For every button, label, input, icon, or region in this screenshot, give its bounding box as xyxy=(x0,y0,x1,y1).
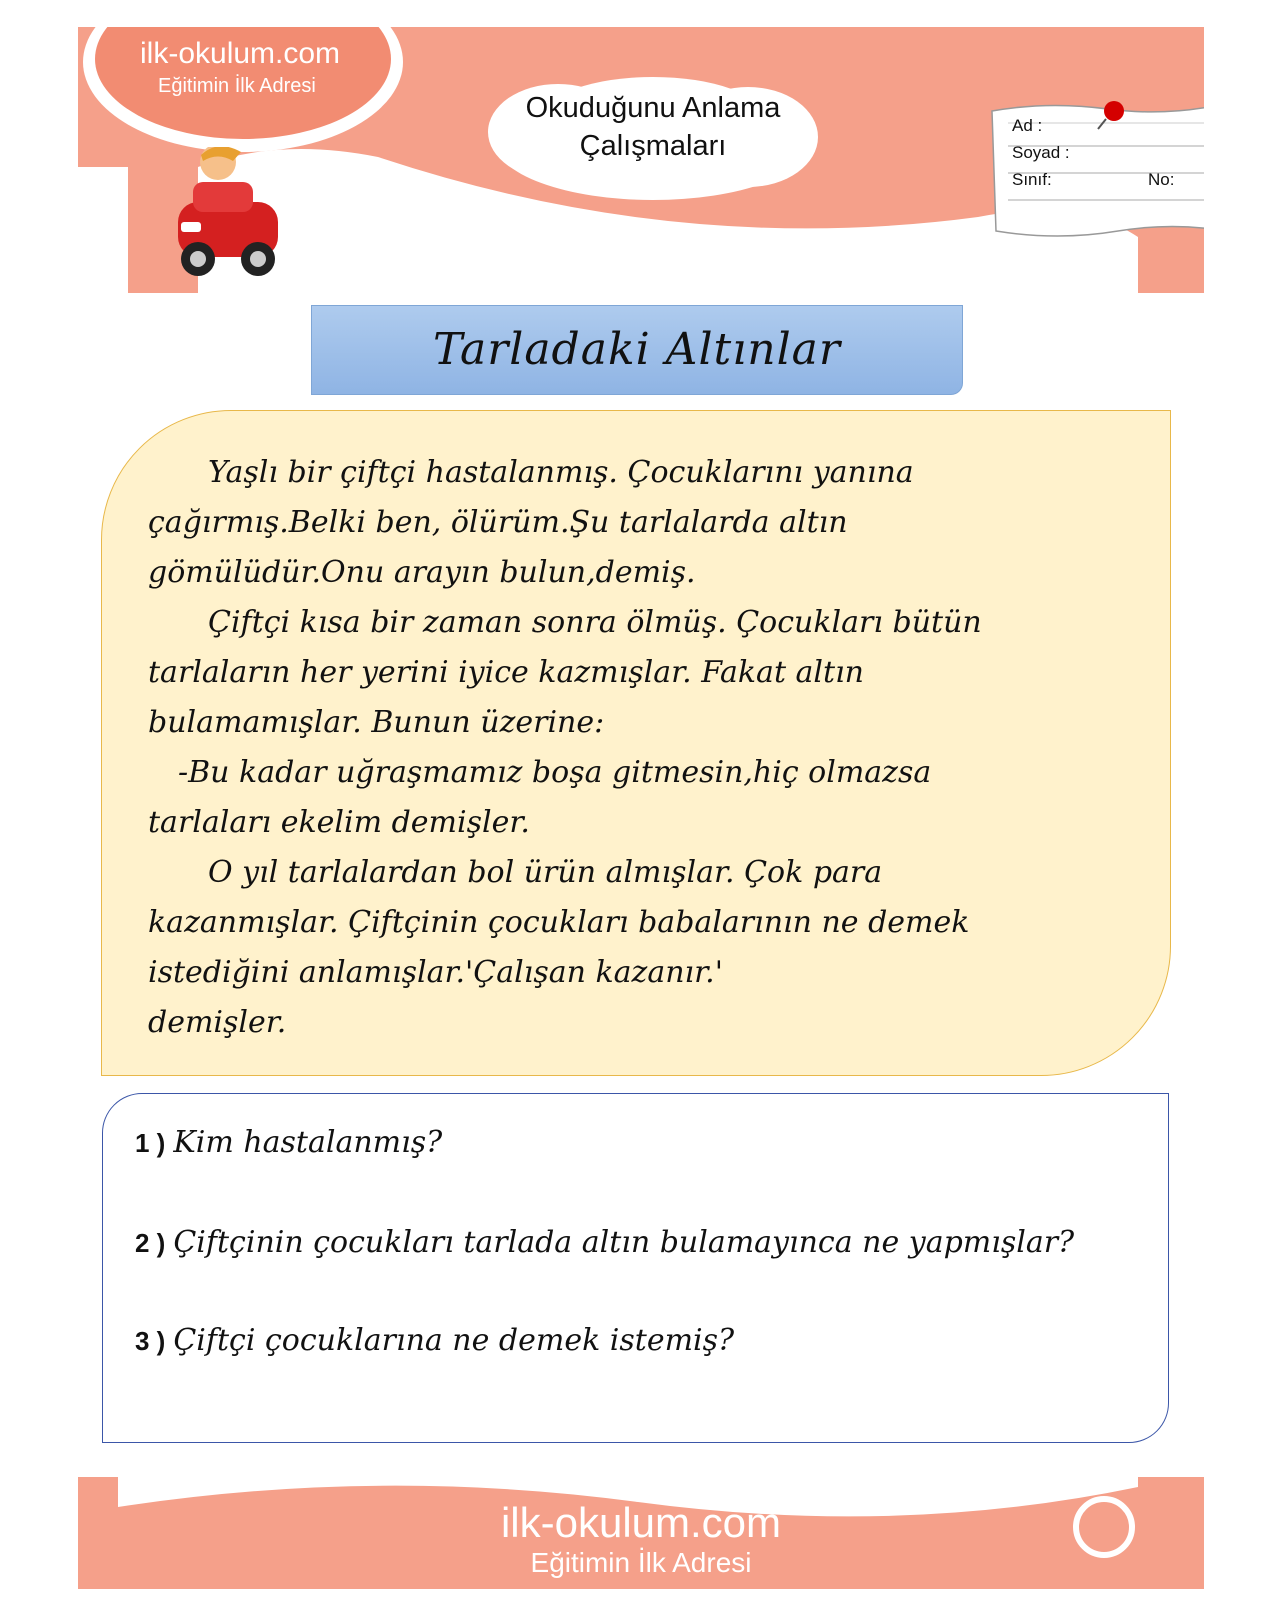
story-line: istediğini anlamışlar.'Çalışan kazanır.' xyxy=(148,955,723,990)
story-line: çağırmış.Belki ben, ölürüm.Şu tarlalarda altın xyxy=(148,505,848,540)
question-text: Çiftçi çocuklarına ne demek istemiş? xyxy=(173,1323,735,1358)
site-name: ilk-okulum.com xyxy=(140,37,341,70)
story-line: bulamamışlar. Bunun üzerine: xyxy=(148,705,605,740)
story-line: -Bu kadar uğraşmamız boşa gitmesin,hiç olmazsa xyxy=(178,755,932,790)
name-label: Ad : xyxy=(1012,116,1043,135)
story-line: demişler. xyxy=(148,1005,287,1040)
question-1 xyxy=(135,1125,442,1160)
story-line: gömülüdür.Onu arayın bulun,demiş. xyxy=(148,555,696,590)
story-line: Yaşlı bir çiftçi hastalanmış. Çocuklarını yanına xyxy=(208,455,914,490)
worksheet-title xyxy=(488,89,818,165)
footer-site-tagline: Eğitimin İlk Adresi xyxy=(530,1547,752,1578)
class-label: Sınıf: xyxy=(1012,170,1052,189)
question-text: Çiftçinin çocukları tarlada altın bulamayınca ne yapmışlar? xyxy=(173,1225,1075,1260)
story-line: kazanmışlar. Çiftçinin çocukları babalarının ne demek xyxy=(148,905,970,940)
story-title: Tarladaki Altınlar xyxy=(433,324,841,375)
question-number: 1 ) xyxy=(135,1128,166,1158)
site-tagline: Eğitimin İlk Adresi xyxy=(158,75,316,97)
car-cartoon-icon xyxy=(173,147,483,287)
number-label: No: xyxy=(1148,170,1175,189)
question-text: Kim hastalanmış? xyxy=(173,1125,443,1160)
header-banner xyxy=(78,27,1204,293)
story-text xyxy=(148,448,1048,1048)
question-2 xyxy=(135,1225,1074,1260)
footer-site-name: ilk-okulum.com xyxy=(500,1499,782,1546)
question-number: 3 ) xyxy=(135,1326,166,1356)
question-3 xyxy=(135,1323,734,1358)
worksheet-title-line2: Çalışmaları xyxy=(579,130,727,162)
story-line: O yıl tarlalardan bol ürün almışlar. Çok para xyxy=(208,855,883,890)
story-title-box xyxy=(311,305,963,395)
story-line: Çiftçi kısa bir zaman sonra ölmüş. Çocukları bütün xyxy=(208,605,982,640)
story-line: tarlaları ekelim demişler. xyxy=(148,805,530,840)
worksheet-title-line1: Okuduğunu Anlama xyxy=(525,92,781,124)
surname-label: Soyad : xyxy=(1012,143,1070,162)
question-number: 2 ) xyxy=(135,1228,166,1258)
footer-banner xyxy=(78,1477,1204,1589)
story-line: tarlaların her yerini iyice kazmışlar. Fakat altın xyxy=(148,655,864,690)
